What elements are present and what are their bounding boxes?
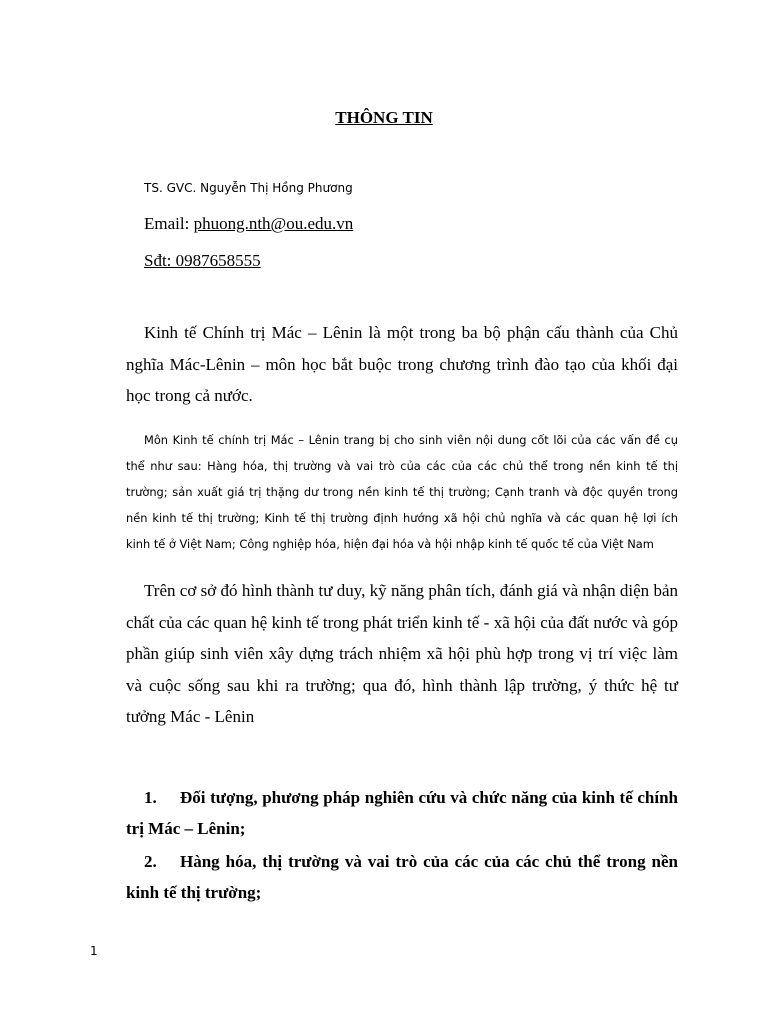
chapter-title: Hàng hóa, thị trường và vai trò của các của các chủ thể trong nền kinh tế thị trường; [126,852,678,902]
paragraph-intro: Kinh tế Chính trị Mác – Lênin là một trong ba bộ phận cấu thành của Chủ nghĩa Mác-Lênin – môn học bắt buộc trong chương trình đào tạo của khối đại học trong cả nước. [126,323,678,405]
phone-line: Sđt: 0987658555 [144,251,261,270]
chapter-number: 2. [144,852,157,871]
page-title: THÔNG TIN [335,108,433,127]
paragraph-content: Môn Kinh tế chính trị Mác – Lênin trang bị cho sinh viên nội dung cốt lõi của các vấn đề cụ thể như sau: Hàng hóa, thị trường và vai trò của các của các chủ thể trong nền kinh tế thị trường; sản xuất giá trị thặng dư trong nền kinh tế thị trường; Cạnh tranh và độc quyền trong nền kinh tế thị trường; Kinh tế thị trường định hướng xã hội chủ nghĩa và các quan hệ lợi ích kinh tế ở Việt Nam; Công nghiệp hóa, hiện đại hóa và hội nhập kinh tế quốc tế của Việt Nam [126,433,678,551]
page-number: 1 [90,944,98,958]
chapter-item [126,846,678,908]
chapter-item [126,782,678,844]
chapter-title: Đối tượng, phương pháp nghiên cứu và chức năng của kinh tế chính trị Mác – Lênin; [126,788,678,838]
chapter-list [126,782,678,910]
paragraph-outcome: Trên cơ sở đó hình thành tư duy, kỹ năng phân tích, đánh giá và nhận diện bản chất của các quan hệ kinh tế trong phát triển kinh tế - xã hội của đất nước và góp phần giúp sinh viên xây dựng trách nhiệm xã hội phù hợp trong vị trí việc làm và cuộc sống sau khi ra trường; qua đó, hình thành lập trường, ý thức hệ tư tưởng Mác - Lênin [126,581,678,726]
email-line [144,214,353,234]
chapter-number: 1. [144,788,157,807]
email-link[interactable]: phuong.nth@ou.edu.vn [193,214,354,233]
author-line: TS. GVC. Nguyễn Thị Hồng Phương [144,181,353,195]
email-label: Email: [144,214,194,233]
